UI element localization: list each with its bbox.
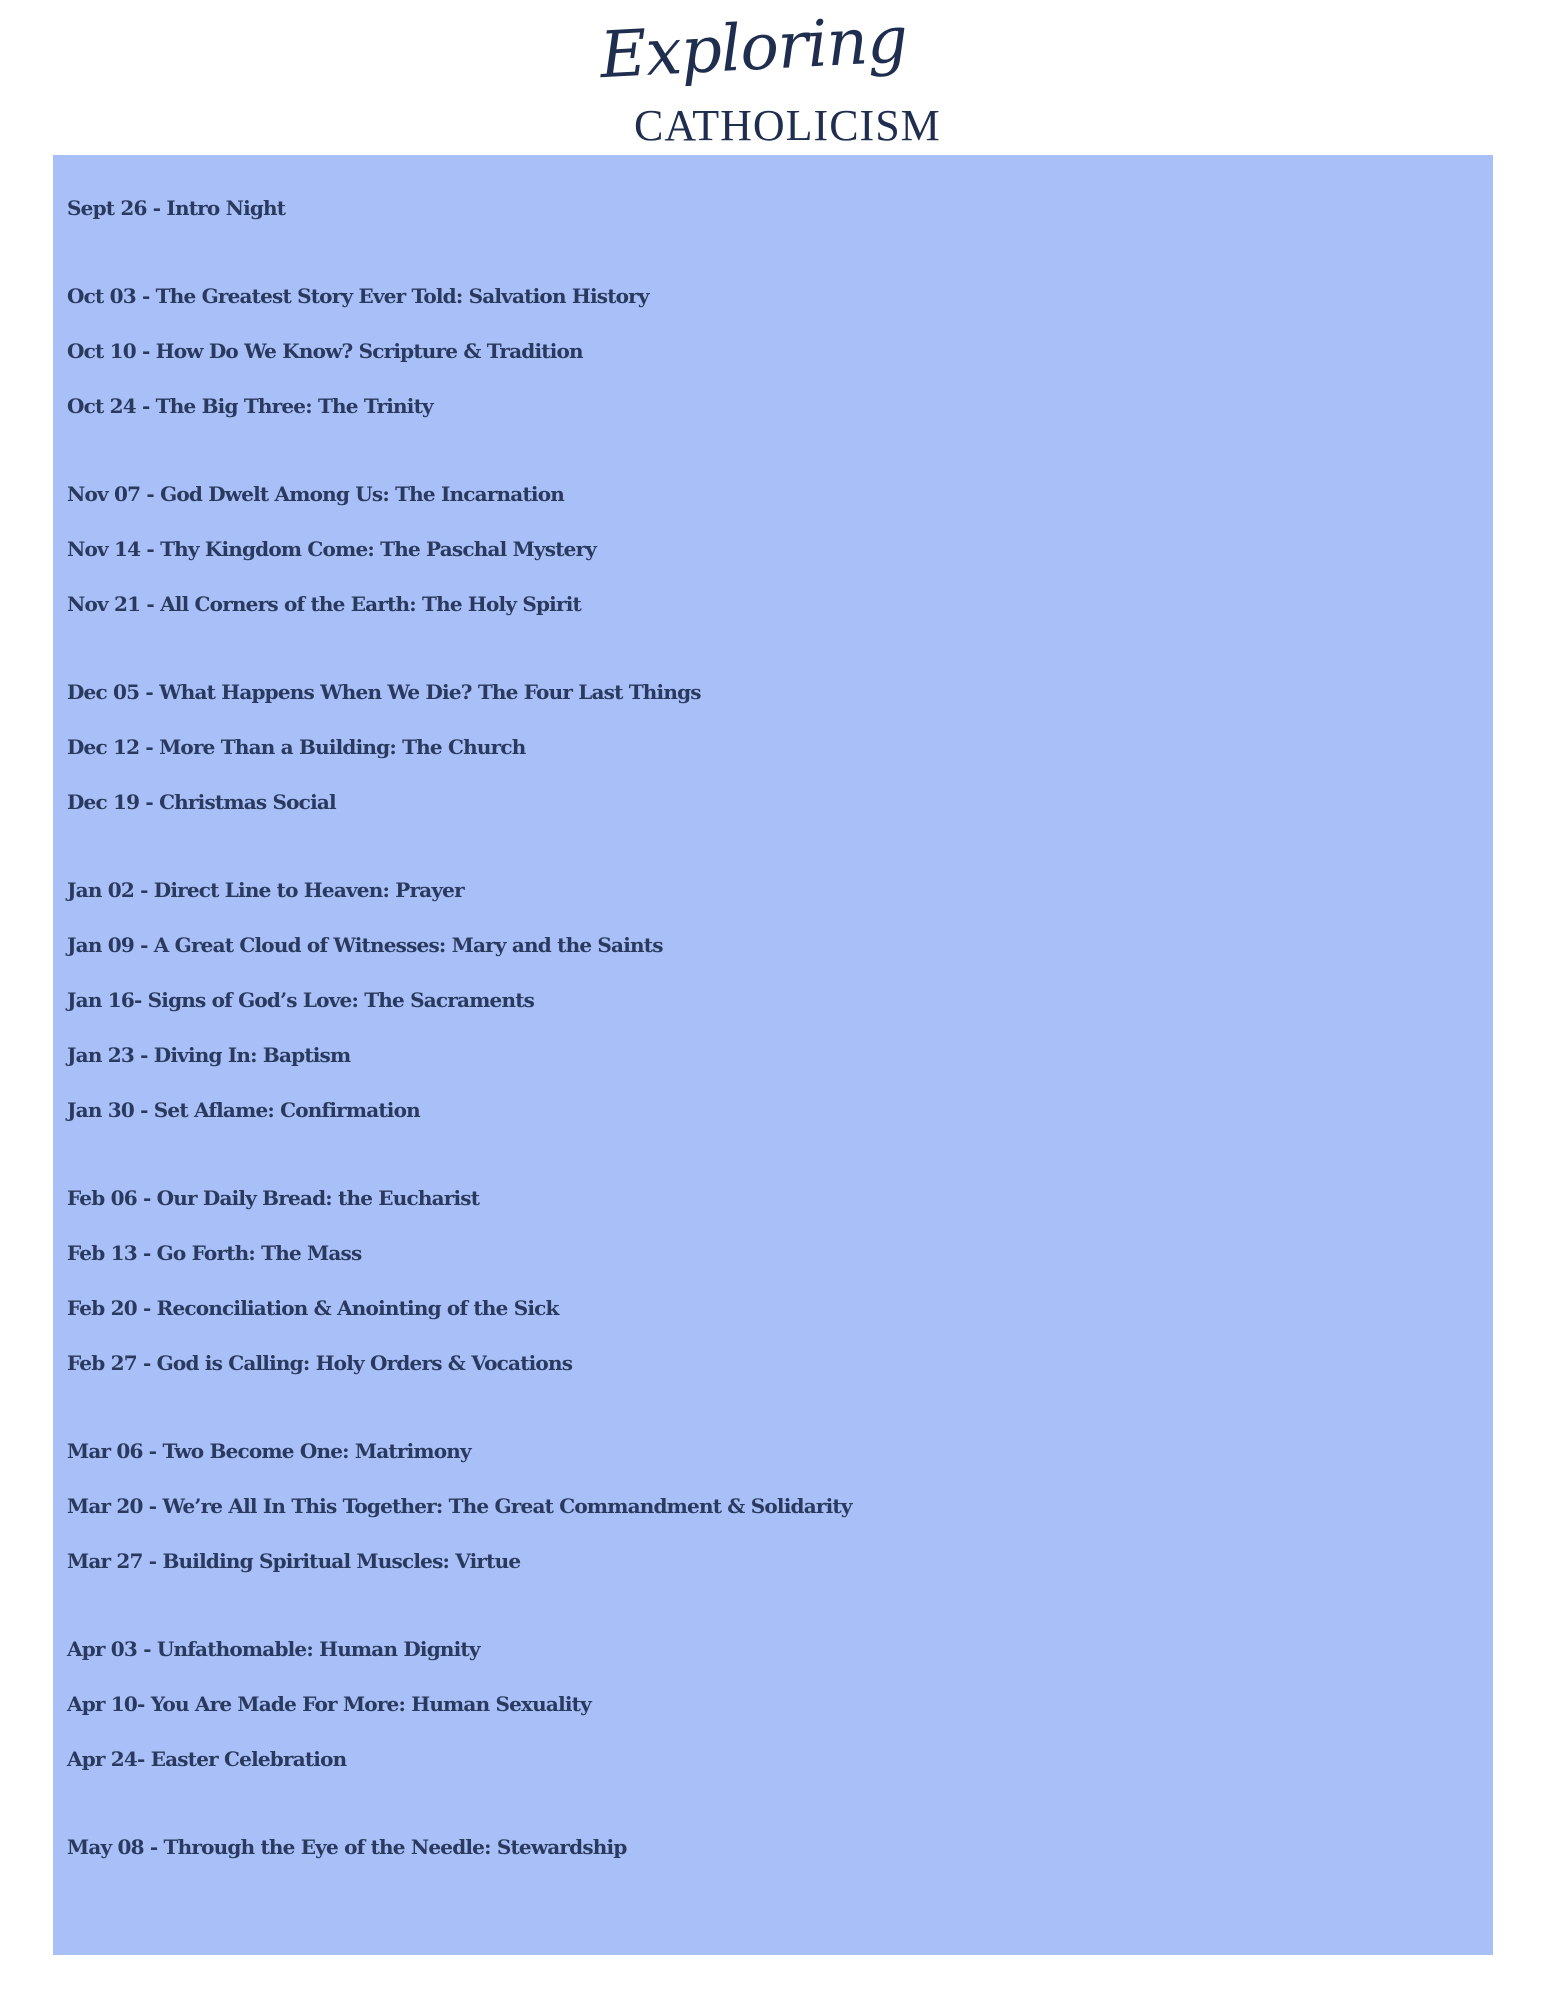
schedule-entry: Oct 03 - The Greatest Story Ever Told: Salvation History — [67, 284, 649, 308]
schedule-entry: Nov 21 - All Corners of the Earth: The Holy Spirit — [67, 592, 581, 616]
schedule-entry: Jan 09 - A Great Cloud of Witnesses: Mary and the Saints — [67, 933, 663, 957]
schedule-entry: Apr 24- Easter Celebration — [67, 1747, 347, 1771]
schedule-entry: Oct 10 - How Do We Know? Scripture & Tradition — [67, 339, 583, 363]
logo-script-title: Exploring — [598, 3, 909, 94]
schedule-entry: Dec 19 - Christmas Social — [67, 790, 336, 814]
header — [0, 0, 1545, 155]
schedule-entry: Oct 24 - The Big Three: The Trinity — [67, 394, 433, 418]
schedule-entry: Jan 16- Signs of God’s Love: The Sacraments — [67, 988, 535, 1012]
month-group-may — [67, 1820, 1487, 1875]
schedule-entry: Nov 07 - God Dwelt Among Us: The Incarnation — [67, 482, 564, 506]
month-group-sept — [67, 181, 1487, 236]
schedule-panel — [53, 155, 1493, 1955]
month-group-mar — [67, 1424, 1487, 1589]
schedule-entry: Apr 03 - Unfathomable: Human Dignity — [67, 1637, 480, 1661]
month-group-apr — [67, 1622, 1487, 1787]
month-group-oct — [67, 269, 1487, 434]
logo-subtitle: CATHOLICISM — [634, 101, 941, 150]
schedule-entry: Nov 14 - Thy Kingdom Come: The Paschal Mystery — [67, 537, 597, 561]
schedule-entry: Dec 12 - More Than a Building: The Church — [67, 735, 526, 759]
schedule-entry: Mar 20 - We’re All In This Together: The Great Commandment & Solidarity — [67, 1494, 852, 1518]
schedule-entry: Feb 20 - Reconciliation & Anointing of the Sick — [67, 1296, 559, 1320]
schedule-entry: Feb 06 - Our Daily Bread: the Eucharist — [67, 1186, 480, 1210]
month-group-jan — [67, 863, 1487, 1138]
month-group-dec — [67, 665, 1487, 830]
schedule-entry: Jan 30 - Set Aflame: Confirmation — [67, 1098, 420, 1122]
schedule-entry: Mar 06 - Two Become One: Matrimony — [67, 1439, 471, 1463]
schedule-entry: Dec 05 - What Happens When We Die? The Four Last Things — [67, 680, 701, 704]
schedule-entry: Apr 10- You Are Made For More: Human Sexuality — [67, 1692, 591, 1716]
schedule-entry: Jan 23 - Diving In: Baptism — [67, 1043, 351, 1067]
schedule-entry: Feb 13 - Go Forth: The Mass — [67, 1241, 362, 1265]
schedule-list — [67, 181, 1487, 1908]
schedule-entry: Feb 27 - God is Calling: Holy Orders & Vocations — [67, 1351, 573, 1375]
schedule-entry: Sept 26 - Intro Night — [67, 196, 286, 220]
month-group-nov — [67, 467, 1487, 632]
schedule-entry: Jan 02 - Direct Line to Heaven: Prayer — [67, 878, 464, 902]
schedule-entry: Mar 27 - Building Spiritual Muscles: Virtue — [67, 1549, 521, 1573]
month-group-feb — [67, 1171, 1487, 1391]
schedule-entry: May 08 - Through the Eye of the Needle: Stewardship — [67, 1835, 627, 1859]
